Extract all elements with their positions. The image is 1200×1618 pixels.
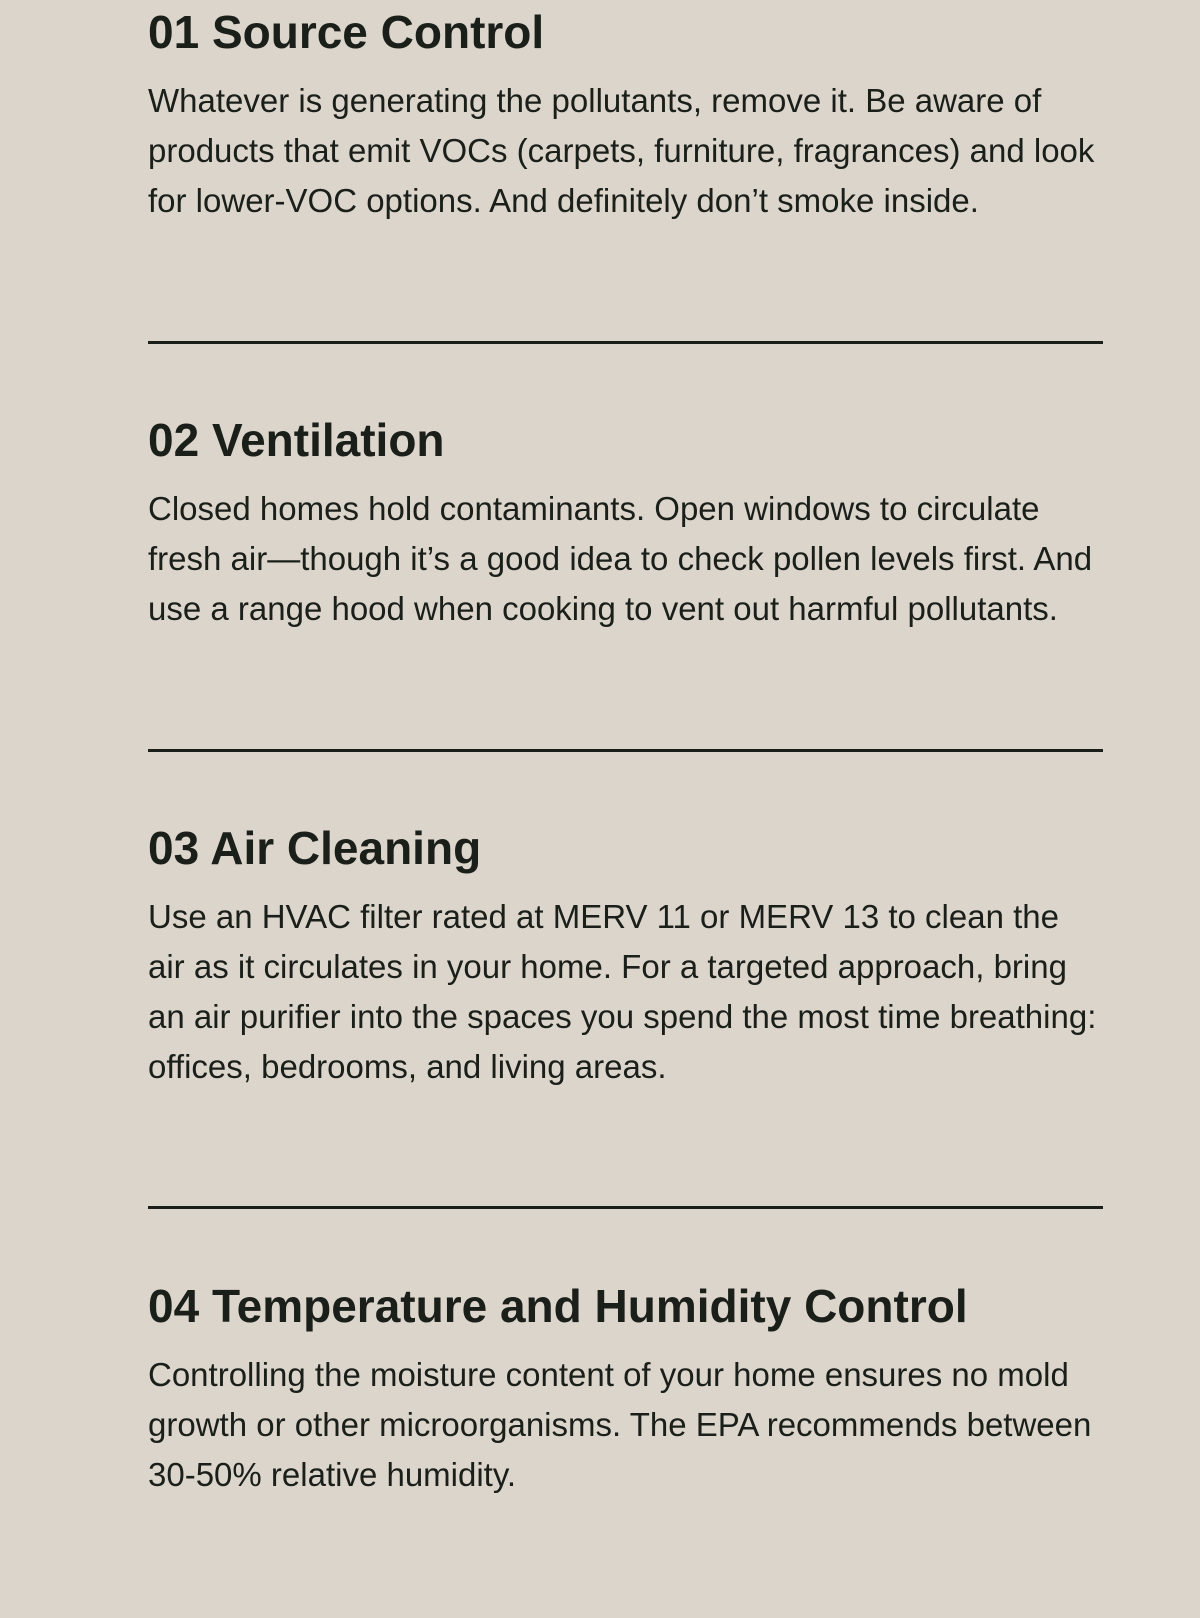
section-title: 04 Temperature and Humidity Control (148, 1280, 968, 1332)
section-divider (148, 341, 1103, 344)
section-temperature-humidity (148, 1278, 1103, 1500)
section-title: 02 Ventilation (148, 414, 445, 466)
section-body: Controlling the moisture content of your home ensures no mold growth or other microorganisms. The EPA recommends between 30-50% relative humidity. (148, 1356, 1092, 1493)
section-body: Use an HVAC filter rated at MERV 11 or MERV 13 to clean the air as it circulates in your home. For a targeted approach, bring an air purifier into the spaces you spend the most time breathing: offices, bedrooms, and living areas. (148, 898, 1097, 1085)
section-ventilation (148, 412, 1103, 634)
section-body: Whatever is generating the pollutants, remove it. Be aware of products that emit VOCs (carpets, furniture, fragrances) and look for lower-VOC options. And definitely don’t smoke inside. (148, 82, 1095, 219)
section-title: 03 Air Cleaning (148, 822, 482, 874)
section-title: 01 Source Control (148, 6, 545, 58)
section-air-cleaning (148, 820, 1103, 1092)
section-source-control (148, 4, 1103, 226)
section-body: Closed homes hold contaminants. Open windows to circulate fresh air—though it’s a good idea to check pollen levels first. And use a range hood when cooking to vent out harmful pollutants. (148, 490, 1093, 627)
section-divider (148, 749, 1103, 752)
section-divider (148, 1206, 1103, 1209)
